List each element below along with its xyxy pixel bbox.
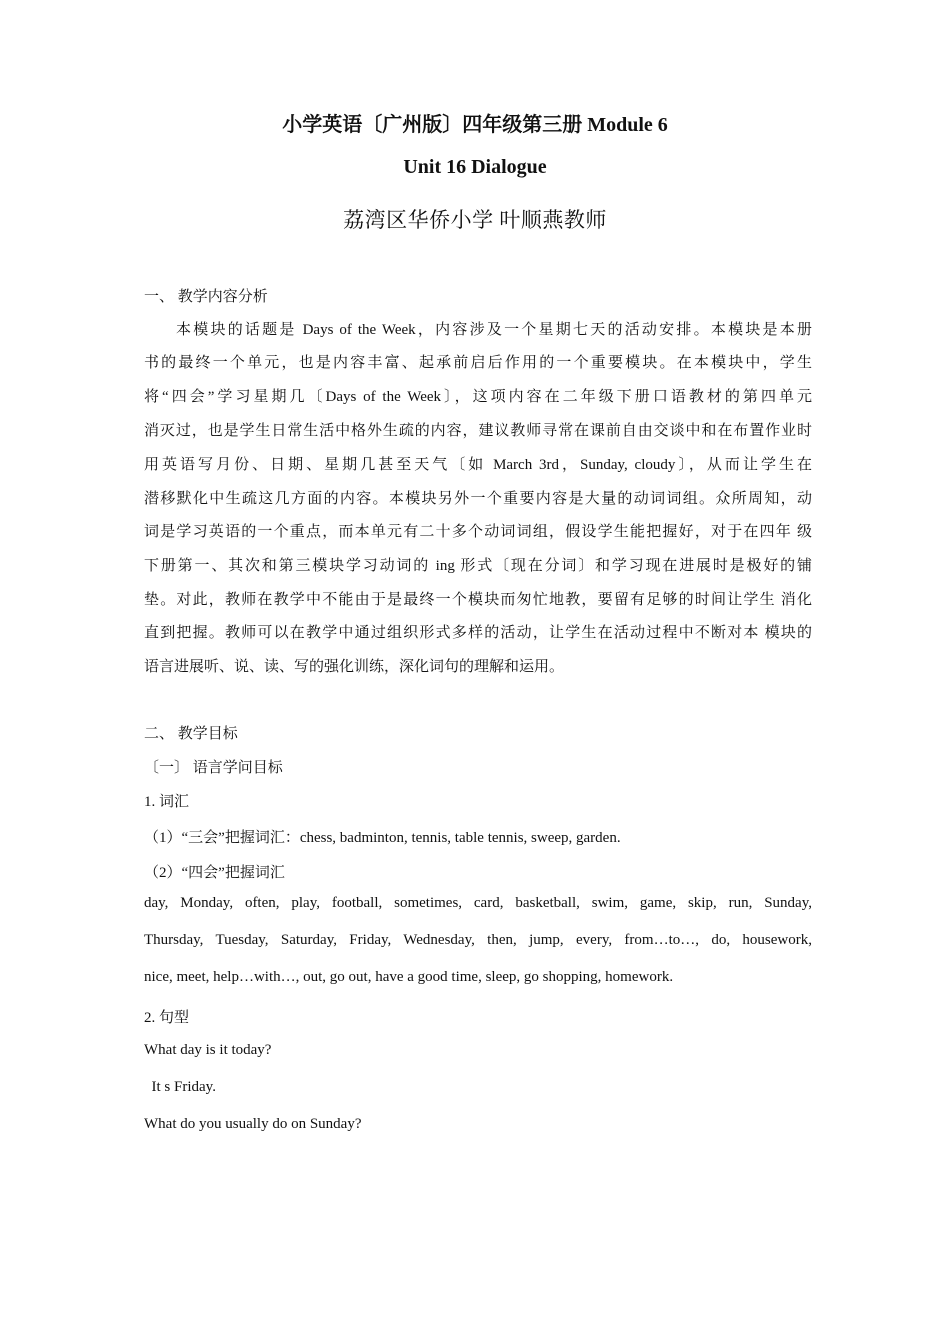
- paragraph-line: 垫。对此，教师在教学中不能由于是最终一个模块而匆忙地教，要留有足够的时间让学生 消化: [144, 592, 812, 608]
- vocab-line: nice, meet, help…with…, out, go out, have a good time, sleep, go shopping, homework.: [144, 969, 674, 985]
- paragraph-line: 直到把握。教师可以在教学中通过组织形式多样的活动，让学生在活动过程中不断对本 模块的: [144, 625, 812, 641]
- paragraph-line: 用英语写月份、日期、星期几甚至天气〔如 March 3rd，Sunday, cloudy〕，从而让学生在: [144, 457, 812, 473]
- paragraph-line: 下册第一、其次和第三模块学习动词的 ing 形式〔现在分词〕和学习现在进展时是极好的铺: [144, 558, 812, 574]
- unit-title: Unit 16 Dialogue: [403, 156, 547, 178]
- paragraph-line: 消灭过，也是学生日常生活中格外生疏的内容，建议教师寻常在课前自由交谈中和在布置作业时: [144, 423, 812, 439]
- document-title: 小学英语〔广州版〕四年级第三册 Module 6: [282, 114, 668, 136]
- section-heading-objectives: 二、 教学目标: [144, 726, 238, 742]
- paragraph-line: 将“四会”学习星期几〔Days of the Week〕，这项内容在二年级下册口语教材的第四单元: [144, 389, 812, 405]
- subsection-heading-language-knowledge: 〔一〕 语言学问目标: [144, 760, 283, 776]
- sentence-line: What do you usually do on Sunday?: [144, 1116, 362, 1132]
- paragraph-line: 书的最终一个单元，也是内容丰富、起承前启后作用的一个重要模块。在本模块中，学生: [144, 355, 812, 371]
- paragraph-line: 词是学习英语的一个重点，而本单元有二十多个动词词组，假设学生能把握好，对于在四年 级: [144, 524, 812, 540]
- sentence-line: What day is it today?: [144, 1042, 272, 1058]
- author-line: 荔湾区华侨小学 叶顺燕教师: [343, 208, 607, 232]
- paragraph-line: 语言进展听、说、读、写的强化训练，深化词句的理解和运用。: [144, 659, 565, 675]
- vocab-line: day, Monday, often, play, football, sometimes, card, basketball, swim, game, skip, run, Sunday,: [144, 895, 812, 911]
- item-heading-sentence-patterns: 2. 句型: [144, 1010, 190, 1026]
- item-heading-vocabulary: 1. 词汇: [144, 794, 190, 810]
- vocab-four-skills-heading: （2）“四会”把握词汇: [144, 865, 285, 881]
- sentence-line: It s Friday.: [144, 1079, 216, 1095]
- vocab-three-skills: （1）“三会”把握词汇：chess, badminton, tennis, table tennis, sweep, garden.: [144, 830, 621, 846]
- paragraph-line: 潜移默化中生疏这几方面的内容。本模块另外一个重要内容是大量的动词词组。众所周知，动: [144, 491, 812, 507]
- vocab-line: Thursday, Tuesday, Saturday, Friday, Wednesday, then, jump, every, from…to…, do, housework,: [144, 932, 812, 948]
- section-heading-content-analysis: 一、 教学内容分析: [144, 289, 268, 305]
- paragraph-line: 本模块的话题是 Days of the Week，内容涉及一个星期七天的活动安排。本模块是本册: [176, 322, 812, 338]
